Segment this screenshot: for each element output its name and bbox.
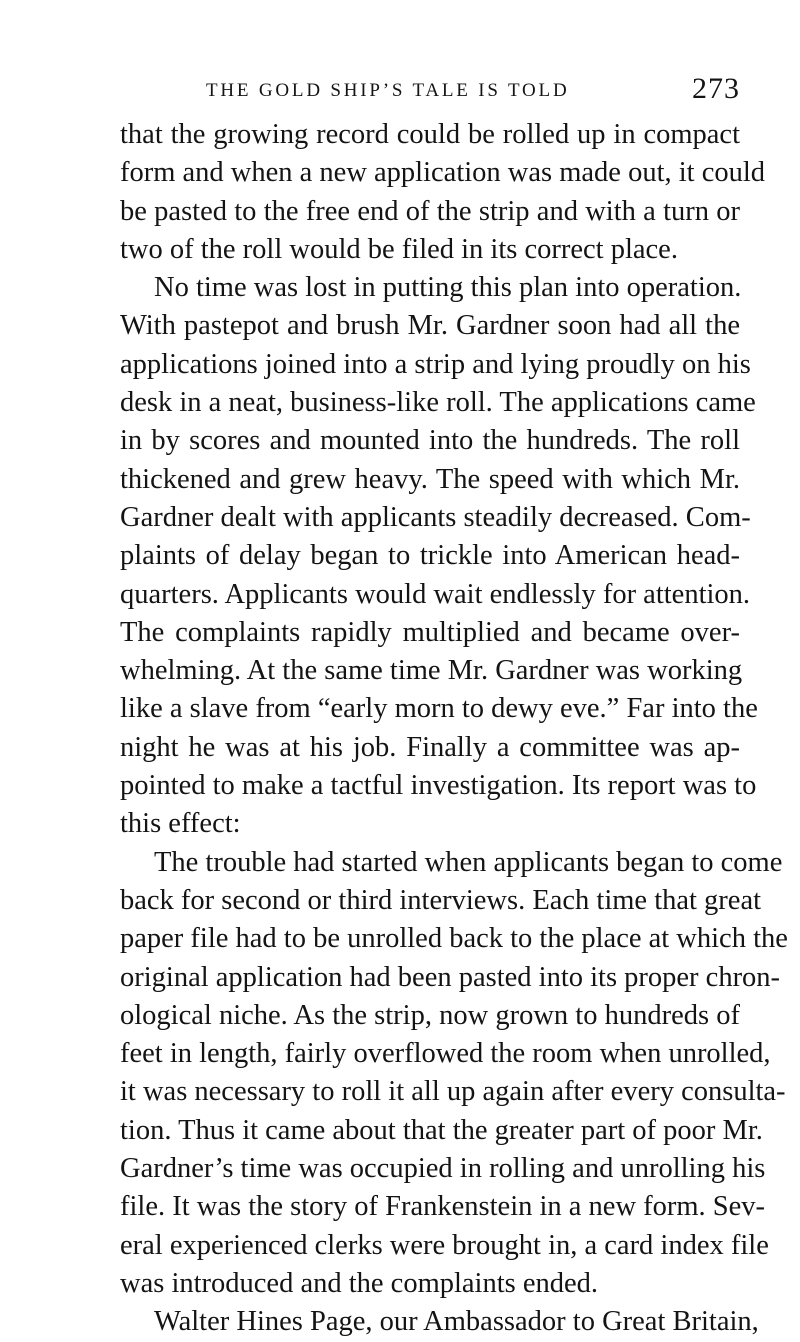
body-text [120,116,788,1342]
text-line: eral experienced clerks were brought in, a card index file [120,1229,769,1261]
text-line: The complaints rapidly multiplied and became over- [120,616,740,648]
text-line: that the growing record could be rolled up in compact [120,119,740,150]
text-line: Gardner’s time was occupied in rolling and unrolling his [120,1153,766,1185]
text-line: original application had been pasted into its proper chron- [120,961,781,993]
text-line: form and when a new application was made out, it could [120,157,766,189]
text-line: was introduced and the complaints ended. [120,1267,599,1299]
text-line: The trouble had started when applicants began to come [154,846,783,878]
page-number: 273 [692,72,740,105]
text-line: Gardner dealt with applicants steadily decreased. Com- [120,501,751,533]
text-line: this effect: [120,808,241,840]
text-line: two of the roll would be filed in its correct place. [120,233,678,265]
text-line: paper file had to be unrolled back to the place at which the [120,923,788,955]
text-line: whelming. At the same time Mr. Gardner was working [120,655,743,687]
text-line: feet in length, fairly overflowed the room when unrolled, [120,1038,771,1070]
text-line: No time was lost in putting this plan into operation. [154,272,742,304]
text-line: applications joined into a strip and lying proudly on his [120,348,751,380]
running-head [120,72,740,112]
text-line: file. It was the story of Frankenstein in a new form. Sev- [120,1191,766,1223]
text-line: thickened and grew heavy. The speed with which Mr. [120,463,740,495]
text-line: With pastepot and brush Mr. Gardner soon had all the [120,310,740,342]
running-title: THE GOLD SHIP’S TALE IS TOLD [206,80,570,101]
text-line: night he was at his job. Finally a committee was ap- [120,731,740,763]
text-line: quarters. Applicants would wait endlessly for attention. [120,578,751,610]
text-line: in by scores and mounted into the hundreds. The roll [120,425,740,457]
text-line: it was necessary to roll it all up again after every consulta- [120,1076,786,1108]
text-line: be pasted to the free end of the strip and with a turn or [120,195,740,227]
text-line: tion. Thus it came about that the greater part of poor Mr. [120,1114,763,1146]
text-line: back for second or third interviews. Each time that great [120,884,762,916]
text-line: pointed to make a tactful investigation. Its report was to [120,770,757,802]
text-line: Walter Hines Page, our Ambassador to Great Britain, [154,1306,759,1338]
text-line: desk in a neat, business-like roll. The applications came [120,387,756,419]
text-line: ological niche. As the strip, now grown to hundreds of [120,999,740,1031]
text-line: plaints of delay began to trickle into American head- [120,540,740,572]
text-line: like a slave from “early morn to dewy eve.” Far into the [120,693,758,725]
